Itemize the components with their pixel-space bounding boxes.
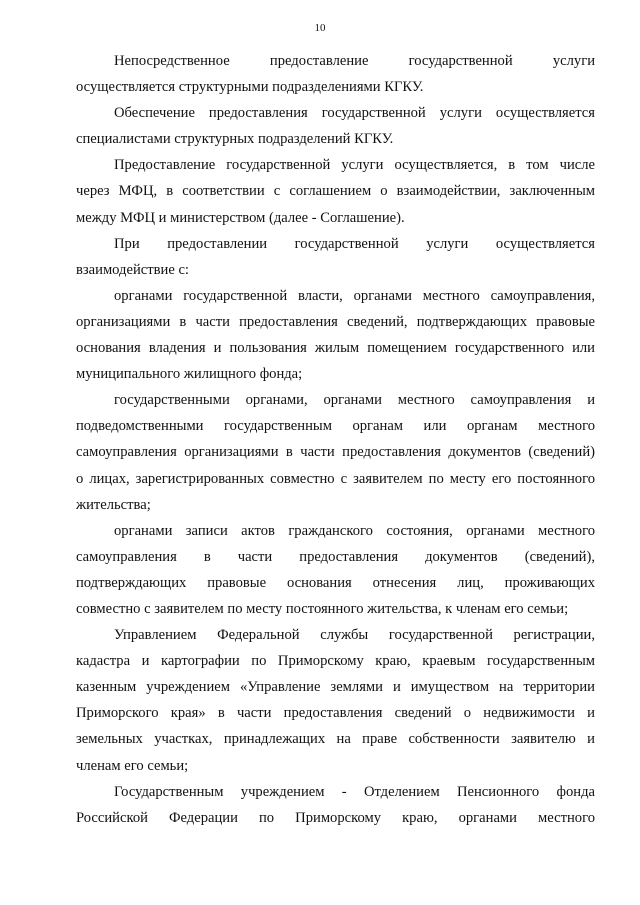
text-line: государственными органами, органами местного самоуправления и <box>114 392 595 409</box>
paragraph <box>76 779 595 831</box>
document-body <box>76 48 595 831</box>
text-line: органами государственной власти, органами местного самоуправления, <box>114 287 595 304</box>
text-line: органами записи актов гражданского состояния, органами местного <box>114 522 595 539</box>
paragraph <box>76 231 595 283</box>
page-number: 10 <box>314 22 326 34</box>
text-line: кадастра и картографии по Приморскому краю, краевым государственным <box>76 653 595 670</box>
text-line: основания владения и пользования жилым помещением государственного или <box>76 340 595 357</box>
paragraph <box>76 518 595 622</box>
text-line: При предоставлении государственной услуги осуществляется <box>114 235 595 252</box>
text-line: самоуправления организациями в части предоставления документов (сведений) <box>76 444 595 461</box>
paragraph <box>76 48 595 100</box>
text-line: подведомственными государственным органам или органам местного <box>76 418 595 435</box>
text-line: Обеспечение предоставления государственной услуги осуществляется <box>114 105 595 122</box>
text-line: Предоставление государственной услуги осуществляется, в том числе <box>114 157 595 174</box>
text-line: осуществляется структурными подразделениями КГКУ. <box>76 79 424 96</box>
text-line: Приморского края» в части предоставления сведений о недвижимости и <box>76 705 595 722</box>
text-line: о лицах, зарегистрированных совместно с заявителем по месту его постоянного <box>76 470 595 487</box>
text-line: Российской Федерации по Приморскому краю, органами местного <box>76 809 595 826</box>
text-line: самоуправления в части предоставления документов (сведений), <box>76 548 595 565</box>
paragraph <box>76 152 595 230</box>
text-line: членам его семьи; <box>76 757 189 774</box>
text-line: организациями в части предоставления сведений, подтверждающих правовые <box>76 313 595 330</box>
paragraph <box>76 283 595 387</box>
paragraph <box>76 387 595 517</box>
text-line: муниципального жилищного фонда; <box>76 366 303 383</box>
text-line: казенным учреждением «Управление землями и имуществом на территории <box>76 679 595 696</box>
text-line: жительства; <box>76 496 151 513</box>
text-line: взаимодействие с: <box>76 261 189 278</box>
text-line: совместно с заявителем по месту постоянного жительства, к членам его семьи; <box>76 600 569 617</box>
text-line: Государственным учреждением - Отделением Пенсионного фонда <box>114 783 595 800</box>
paragraph <box>76 622 595 779</box>
text-line: земельных участках, принадлежащих на праве собственности заявителю и <box>76 731 595 748</box>
text-line: специалистами структурных подразделений КГКУ. <box>76 131 394 148</box>
text-line: через МФЦ, в соответствии с соглашением о взаимодействии, заключенным <box>76 183 595 200</box>
text-line: Непосредственное предоставление государственной услуги <box>114 53 595 69</box>
paragraph <box>76 100 595 152</box>
text-line: подтверждающих правовые основания отнесения лиц, проживающих <box>76 574 595 591</box>
text-line: Управлением Федеральной службы государственной регистрации, <box>114 627 595 644</box>
text-line: между МФЦ и министерством (далее - Соглашение). <box>76 209 405 226</box>
